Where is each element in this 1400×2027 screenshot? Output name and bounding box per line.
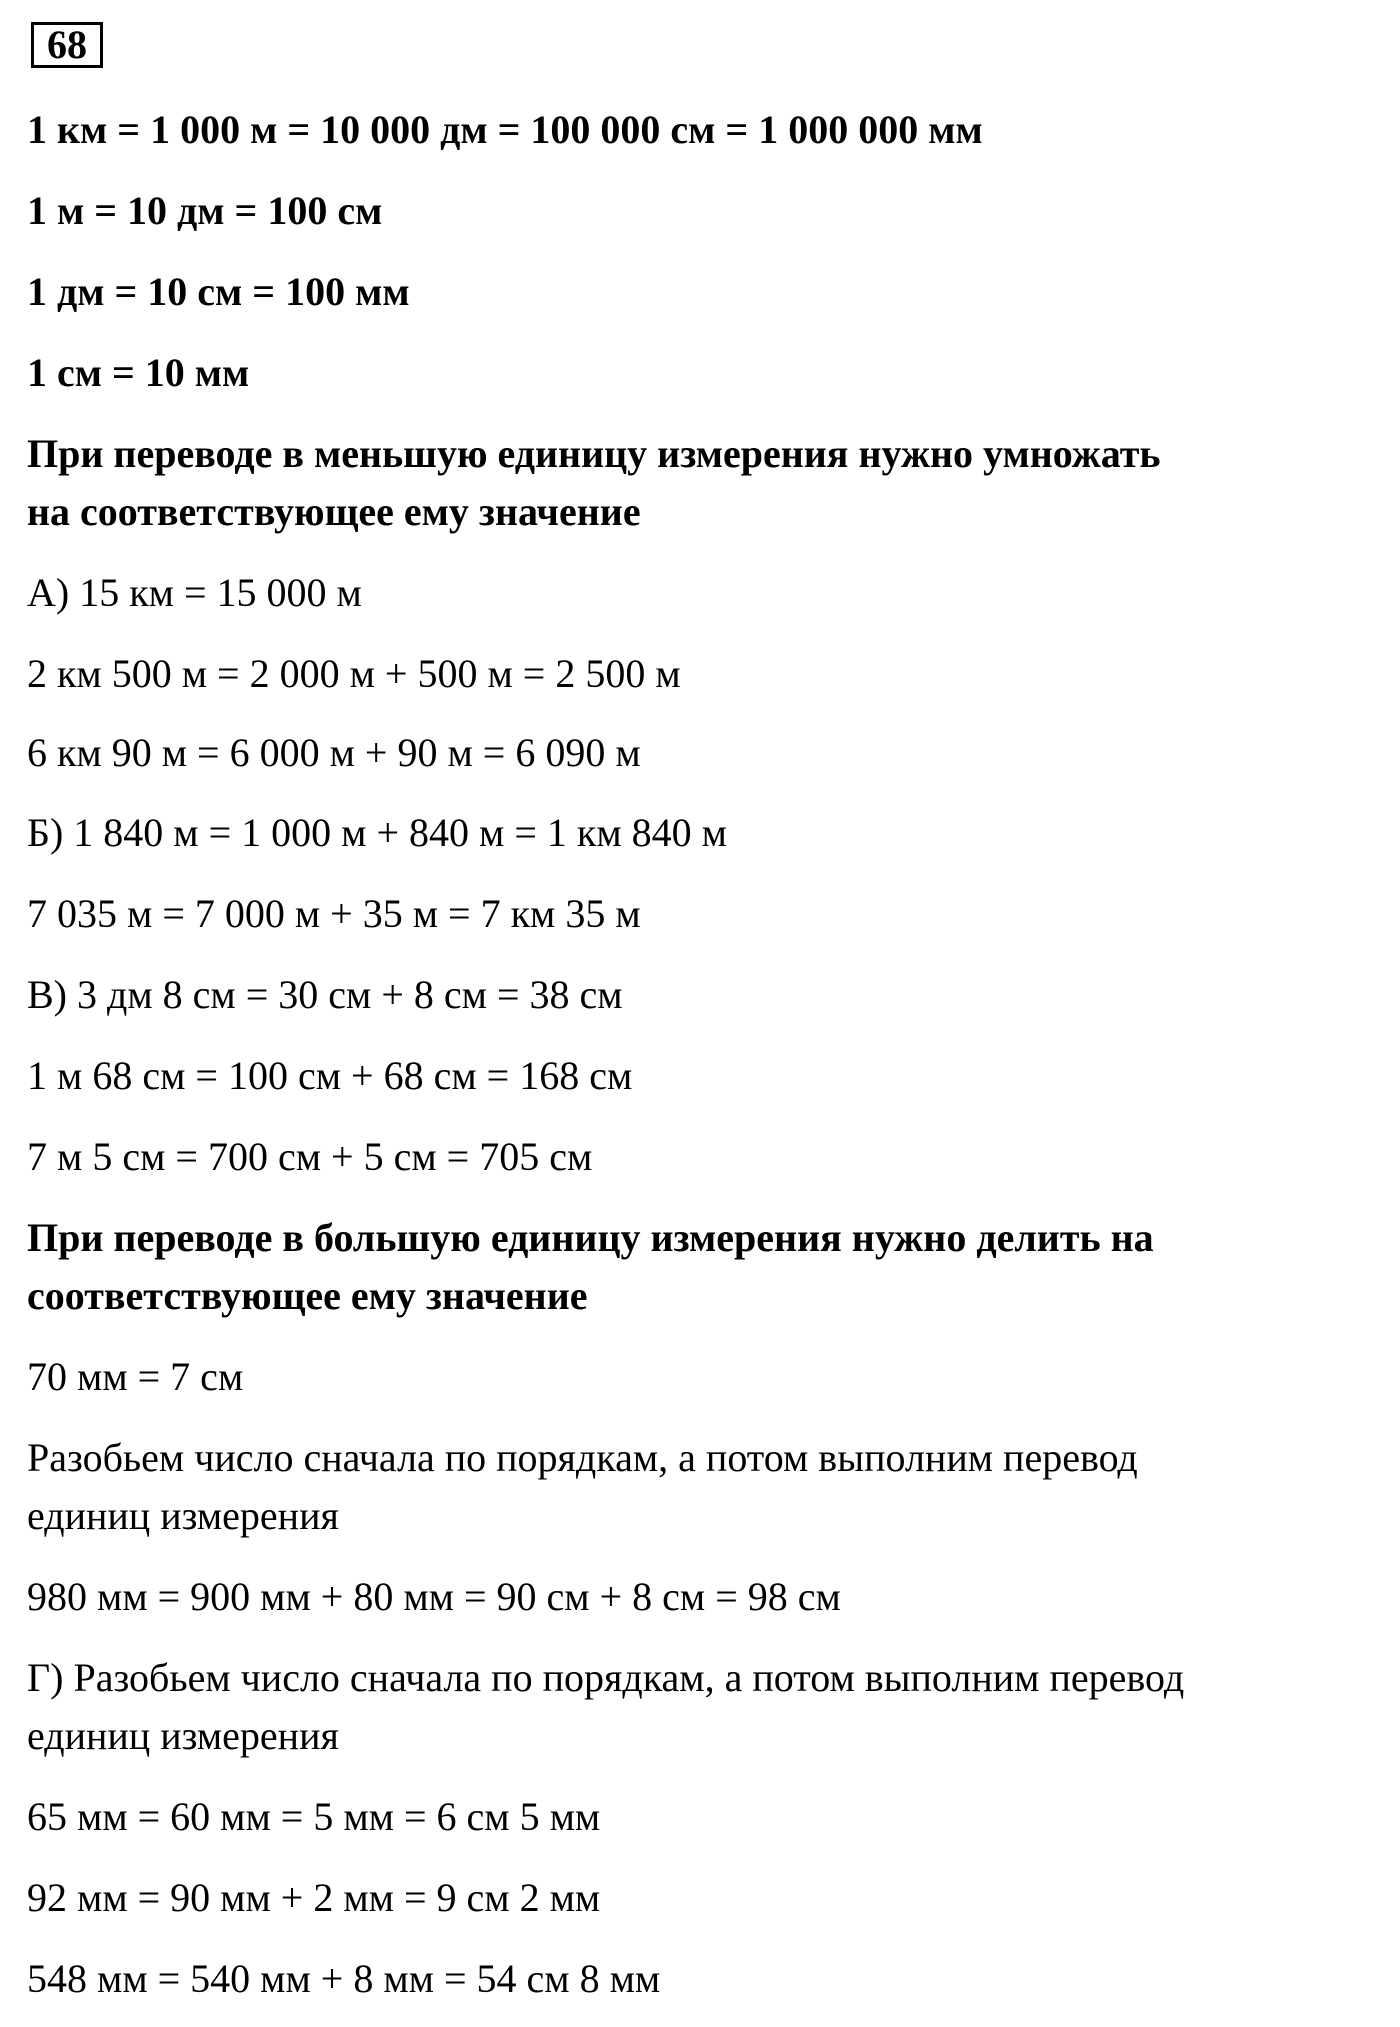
decompose-note-line-2: единиц измерения — [27, 1493, 339, 1538]
part-g-note-line-1: Г) Разобьем число сначала по порядкам, а потом выполним перевод — [27, 1655, 1185, 1700]
larger-unit-rule-line-1: При переводе в большую единицу измерения нужно делить на — [27, 1215, 1154, 1260]
part-g-line-2: 92 мм = 90 мм + 2 мм = 9 см 2 мм — [27, 1875, 601, 1920]
part-a-line-3: 6 км 90 м = 6 000 м + 90 м = 6 090 м — [27, 730, 641, 775]
cm-conversion-rule: 1 см = 10 мм — [27, 350, 250, 395]
part-v-line-1: В) 3 дм 8 см = 30 см + 8 см = 38 см — [27, 972, 623, 1017]
task-number-box: 68 — [31, 22, 103, 68]
part-v-line-3: 7 м 5 см = 700 см + 5 см = 705 см — [27, 1134, 593, 1179]
mm-decomposition-example: 980 мм = 900 мм + 80 мм = 90 см + 8 см = 98 см — [27, 1574, 841, 1619]
part-g-line-1: 65 мм = 60 мм = 5 мм = 6 см 5 мм — [27, 1794, 601, 1839]
m-conversion-rule: 1 м = 10 дм = 100 см — [27, 188, 383, 233]
dm-conversion-rule: 1 дм = 10 см = 100 мм — [27, 269, 410, 314]
larger-unit-rule-line-2: соответствующее ему значение — [27, 1273, 588, 1318]
part-a-line-2: 2 км 500 м = 2 000 м + 500 м = 2 500 м — [27, 651, 681, 696]
part-b-line-1: Б) 1 840 м = 1 000 м + 840 м = 1 км 840 м — [27, 810, 727, 855]
smaller-unit-rule-line-1: При переводе в меньшую единицу измерения нужно умножать — [27, 431, 1161, 476]
part-b-line-2: 7 035 м = 7 000 м + 35 м = 7 км 35 м — [27, 891, 641, 936]
smaller-unit-rule-line-2: на соответствующее ему значение — [27, 489, 641, 534]
km-conversion-rule: 1 км = 1 000 м = 10 000 дм = 100 000 см = 1 000 000 мм — [27, 107, 983, 152]
mm-to-cm-example: 70 мм = 7 см — [27, 1354, 244, 1399]
decompose-note-line-1: Разобьем число сначала по порядкам, а потом выполним перевод — [27, 1435, 1138, 1480]
part-v-line-2: 1 м 68 см = 100 см + 68 см = 168 см — [27, 1053, 633, 1098]
part-g-note-line-2: единиц измерения — [27, 1713, 339, 1758]
part-a-line-1: А) 15 км = 15 000 м — [27, 570, 362, 615]
part-g-line-3: 548 мм = 540 мм + 8 мм = 54 см 8 мм — [27, 1956, 661, 2001]
